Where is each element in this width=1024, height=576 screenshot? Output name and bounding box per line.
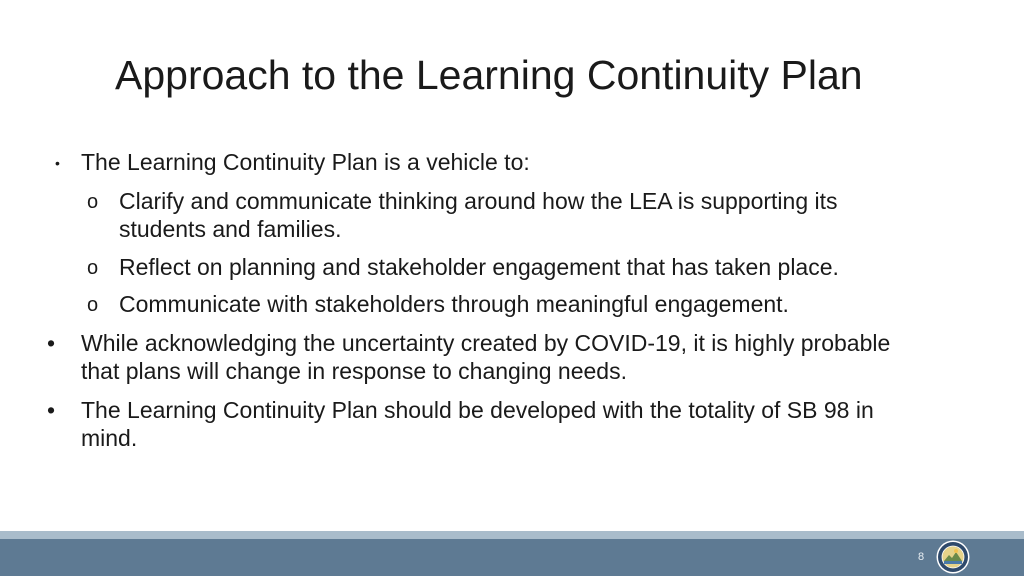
footer-band <box>0 539 1024 576</box>
bullet-3-line-2: mind. <box>81 425 138 451</box>
footer-accent-strip <box>0 531 1024 539</box>
sub-bullet-marker: o <box>87 257 99 279</box>
bullet-2-line-2: that plans will change in response to changing needs. <box>81 358 627 384</box>
bullet-marker: • <box>47 330 56 356</box>
bullet-3-line-1: The Learning Continuity Plan should be developed with the totality of SB 98 in <box>81 397 874 423</box>
state-seal-icon <box>936 540 970 574</box>
sub-bullet-1-line-1: Clarify and communicate thinking around how the LEA is supporting its <box>119 188 838 214</box>
bullet-marker: • <box>47 397 56 423</box>
page-number: 8 <box>918 551 925 563</box>
bullet-marker: • <box>55 155 60 171</box>
slide-title: Approach to the Learning Continuity Plan <box>115 52 863 98</box>
sub-bullet-marker: o <box>87 294 99 316</box>
sub-bullet-marker: o <box>87 191 99 213</box>
sub-bullet-2-line-1: Reflect on planning and stakeholder engagement that has taken place. <box>119 254 839 280</box>
bullet-1-text: The Learning Continuity Plan is a vehicle to: <box>81 149 530 175</box>
bullet-2-line-1: While acknowledging the uncertainty created by COVID-19, it is highly probable <box>81 330 891 356</box>
sub-bullet-3-line-1: Communicate with stakeholders through meaningful engagement. <box>119 291 789 317</box>
sub-bullet-1-line-2: students and families. <box>119 216 342 242</box>
